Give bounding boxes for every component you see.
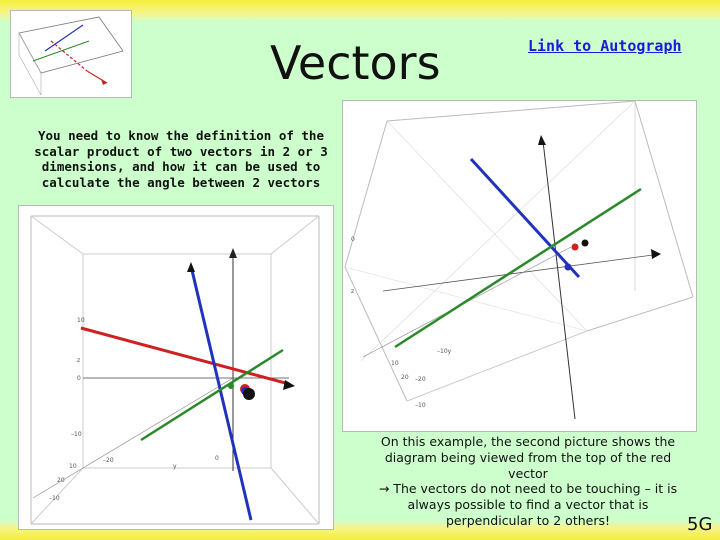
axis-label-y: –10y [437,348,452,355]
axis-tick-label: 0 [77,375,81,382]
axis-tick-label: 10 [77,317,85,324]
axis-tick-label: 10 [391,360,399,367]
note-line: diagram being viewed from the top of the red [384,449,672,465]
slide-code: 5G [687,514,713,535]
axis-tick-label: 0 [351,236,355,243]
note-line: always possible to find a vector that is [407,497,649,513]
axis-label-y: y [173,463,177,470]
axis-tick-label: –10 [49,495,60,502]
axis-tick-label: 0 [215,455,219,462]
axis-label-z: z [77,357,81,364]
axis-tick-label: –10 [415,402,426,409]
note-line: On this example, the second picture shows the [380,434,676,449]
axis-tick-label: 20 [57,477,65,484]
axis-tick-label: 10 [69,463,77,470]
graph-3d-front-view [18,205,334,530]
graph-3d-top-view [342,100,697,432]
axis-tick-label: 20 [401,374,409,381]
note-line: vector [508,465,548,481]
note-line: perpendicular to 2 others! [445,512,611,528]
note-line: → The vectors do not need to be touching – it is [378,481,678,497]
axis-tick-label: –20 [103,457,114,464]
thumbnail-3d-image [10,10,132,98]
page-title: Vectors [270,36,441,90]
axis-label-z: z [351,288,355,295]
axis-tick-label: –20 [415,376,426,383]
intro-text: You need to know the definition of the scalar product of two vectors in 2 or 3 dimensions, and how it can be used to calculate the angle between 2 vectors [34,128,328,190]
autograph-link[interactable]: Link to Autograph [528,37,682,55]
explanation-note [358,434,698,529]
axis-tick-label: –10 [71,431,82,438]
